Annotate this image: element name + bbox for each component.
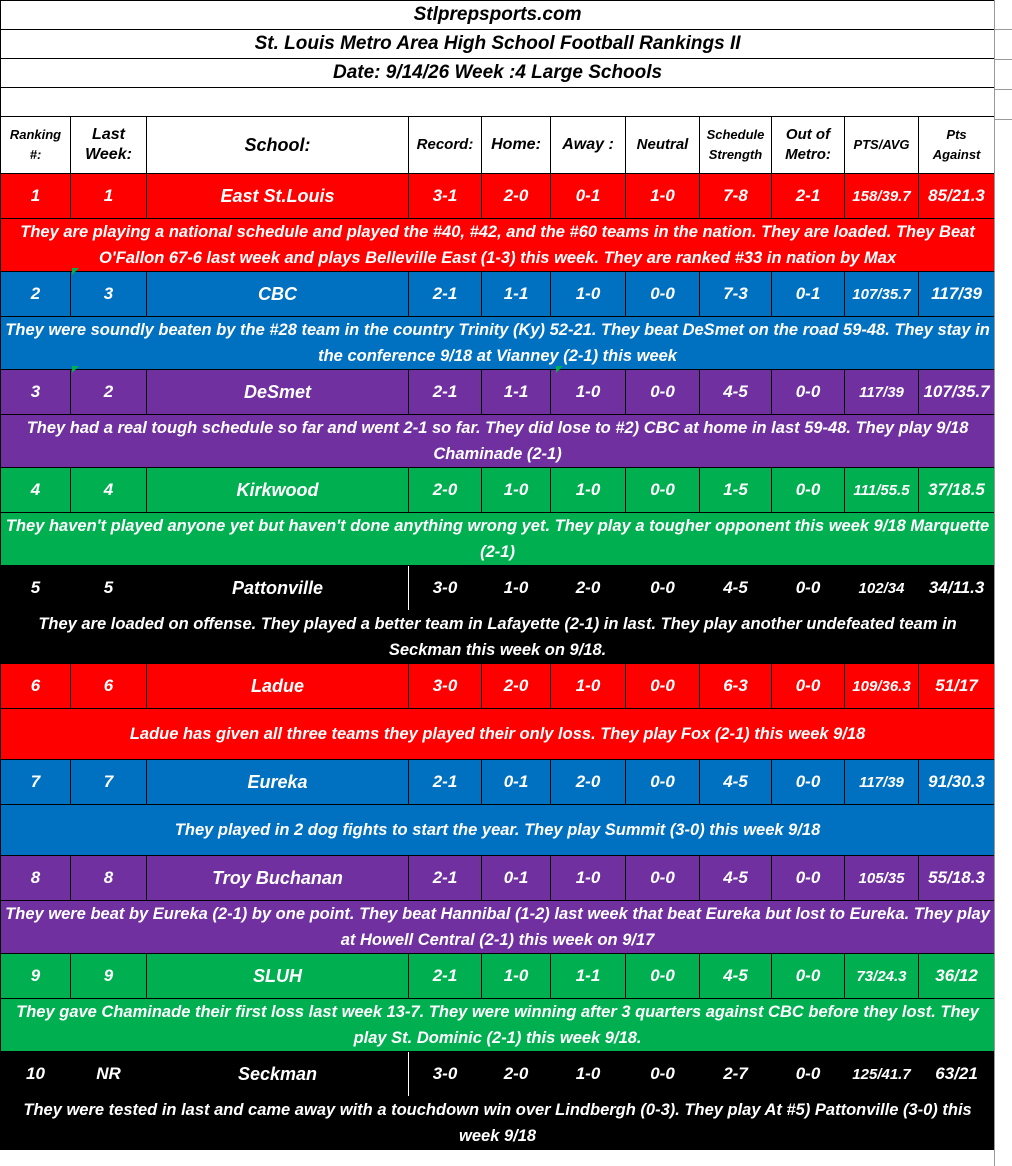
last-week-cell: 3 xyxy=(71,272,147,317)
comment-marker-icon xyxy=(556,366,563,373)
team-row xyxy=(1,856,995,901)
rankings-title: St. Louis Metro Area High School Football Rankings II xyxy=(1,30,995,59)
away-cell: 1-0 xyxy=(551,856,626,901)
rank-cell: 10 xyxy=(1,1052,71,1097)
away-cell: 1-0 xyxy=(551,370,626,415)
school-cell: Ladue xyxy=(147,664,409,709)
team-row xyxy=(1,370,995,415)
rank-cell: 5 xyxy=(1,566,71,611)
home-cell: 1-0 xyxy=(482,954,551,999)
school-cell: Troy Buchanan xyxy=(147,856,409,901)
last-week-cell: 9 xyxy=(71,954,147,999)
col-away: Away : xyxy=(551,117,626,174)
team-row xyxy=(1,174,995,219)
neutral-cell: 0-0 xyxy=(626,760,700,805)
schedule-strength-cell: 4-5 xyxy=(700,566,772,611)
date-line: Date: 9/14/26 Week :4 Large Schools xyxy=(1,59,995,88)
pts-against-cell: 107/35.7 xyxy=(919,370,995,415)
schedule-strength-cell: 1-5 xyxy=(700,468,772,513)
record-cell: 2-1 xyxy=(409,272,482,317)
pts-against-cell: 55/18.3 xyxy=(919,856,995,901)
team-note: They were beat by Eureka (2-1) by one point. They beat Hannibal (1-2) last week that beat Eureka but lost to Eureka. They play at Howell Central (2-1) this week on 9/17 xyxy=(1,901,995,954)
away-cell: 0-1 xyxy=(551,174,626,219)
out-of-metro-cell: 0-0 xyxy=(772,370,845,415)
school-cell: CBC xyxy=(147,272,409,317)
home-cell: 2-0 xyxy=(482,664,551,709)
rank-cell: 6 xyxy=(1,664,71,709)
col-last-week: Last Week: xyxy=(71,117,147,174)
col-school: School: xyxy=(147,117,409,174)
col-schedule-strength: Schedule Strength xyxy=(700,117,772,174)
team-note-row xyxy=(1,611,995,664)
pts-against-cell: 37/18.5 xyxy=(919,468,995,513)
team-note: They were soundly beaten by the #28 team in the country Trinity (Ky) 52-21. They beat DeSmet on the road 59-48. They stay in the conference 9/18 at Vianney (2-1) this week xyxy=(1,317,995,370)
pts-against-cell: 85/21.3 xyxy=(919,174,995,219)
schedule-strength-cell: 4-5 xyxy=(700,954,772,999)
col-ranking: Ranking #: xyxy=(1,117,71,174)
pts-against-cell: 91/30.3 xyxy=(919,760,995,805)
school-cell: Eureka xyxy=(147,760,409,805)
team-note-row xyxy=(1,219,995,272)
record-cell: 3-0 xyxy=(409,664,482,709)
schedule-strength-cell: 4-5 xyxy=(700,856,772,901)
pts-avg-cell: 107/35.7 xyxy=(845,272,919,317)
home-cell: 1-1 xyxy=(482,370,551,415)
team-row xyxy=(1,1052,995,1097)
blank-row xyxy=(1,88,995,117)
schedule-strength-cell: 4-5 xyxy=(700,370,772,415)
away-cell: 1-0 xyxy=(551,664,626,709)
home-cell: 2-0 xyxy=(482,1052,551,1097)
team-row xyxy=(1,760,995,805)
pts-avg-cell: 105/35 xyxy=(845,856,919,901)
last-week-cell: 8 xyxy=(71,856,147,901)
last-week-cell: 5 xyxy=(71,566,147,611)
team-note: They had a real tough schedule so far and went 2-1 so far. They did lose to #2) CBC at home in last 59-48. They play 9/18 Chaminade (2-1) xyxy=(1,415,995,468)
out-of-metro-cell: 0-0 xyxy=(772,856,845,901)
last-week-cell: 1 xyxy=(71,174,147,219)
last-week-cell: 2 xyxy=(71,370,147,415)
rank-cell: 8 xyxy=(1,856,71,901)
team-row xyxy=(1,954,995,999)
out-of-metro-cell: 0-1 xyxy=(772,272,845,317)
out-of-metro-cell: 0-0 xyxy=(772,1052,845,1097)
comment-marker-icon xyxy=(72,366,79,373)
school-cell: DeSmet xyxy=(147,370,409,415)
column-header-row xyxy=(1,117,995,174)
team-note: Ladue has given all three teams they played their only loss. They play Fox (2-1) this week 9/18 xyxy=(1,709,995,760)
home-cell: 2-0 xyxy=(482,174,551,219)
comment-marker-icon xyxy=(72,268,79,275)
team-note-row xyxy=(1,1097,995,1150)
last-week-cell: 6 xyxy=(71,664,147,709)
col-pts-against: Pts Against xyxy=(919,117,995,174)
pts-against-cell: 36/12 xyxy=(919,954,995,999)
away-cell: 1-0 xyxy=(551,468,626,513)
col-home: Home: xyxy=(482,117,551,174)
team-note-row xyxy=(1,901,995,954)
col-neutral: Neutral xyxy=(626,117,700,174)
pts-against-cell: 51/17 xyxy=(919,664,995,709)
rank-cell: 3 xyxy=(1,370,71,415)
school-cell: East St.Louis xyxy=(147,174,409,219)
out-of-metro-cell: 0-0 xyxy=(772,954,845,999)
neutral-cell: 0-0 xyxy=(626,1052,700,1097)
pts-avg-cell: 109/36.3 xyxy=(845,664,919,709)
team-row xyxy=(1,272,995,317)
away-cell: 2-0 xyxy=(551,760,626,805)
pts-against-cell: 117/39 xyxy=(919,272,995,317)
pts-avg-cell: 117/39 xyxy=(845,760,919,805)
neutral-cell: 1-0 xyxy=(626,174,700,219)
team-note-row xyxy=(1,415,995,468)
rank-cell: 2 xyxy=(1,272,71,317)
team-note-row xyxy=(1,317,995,370)
rank-cell: 1 xyxy=(1,174,71,219)
pts-avg-cell: 158/39.7 xyxy=(845,174,919,219)
home-cell: 1-0 xyxy=(482,566,551,611)
record-cell: 2-1 xyxy=(409,370,482,415)
home-cell: 1-0 xyxy=(482,468,551,513)
record-cell: 3-1 xyxy=(409,174,482,219)
team-note-row xyxy=(1,805,995,856)
rank-cell: 7 xyxy=(1,760,71,805)
away-cell: 2-0 xyxy=(551,566,626,611)
out-of-metro-cell: 2-1 xyxy=(772,174,845,219)
school-cell: Kirkwood xyxy=(147,468,409,513)
pts-avg-cell: 117/39 xyxy=(845,370,919,415)
schedule-strength-cell: 2-7 xyxy=(700,1052,772,1097)
team-note: They haven't played anyone yet but haven't done anything wrong yet. They play a tougher opponent this week 9/18 Marquette (2-1) xyxy=(1,513,995,566)
pts-avg-cell: 111/55.5 xyxy=(845,468,919,513)
team-note: They were tested in last and came away with a touchdown win over Lindbergh (0-3). They play At #5) Pattonville (3-0) this week 9/18 xyxy=(1,1097,995,1150)
next-column-strip xyxy=(994,0,1012,1166)
neutral-cell: 0-0 xyxy=(626,954,700,999)
out-of-metro-cell: 0-0 xyxy=(772,566,845,611)
out-of-metro-cell: 0-0 xyxy=(772,664,845,709)
team-note-row xyxy=(1,999,995,1052)
team-note-row xyxy=(1,709,995,760)
pts-avg-cell: 102/34 xyxy=(845,566,919,611)
team-row xyxy=(1,664,995,709)
record-cell: 2-1 xyxy=(409,954,482,999)
out-of-metro-cell: 0-0 xyxy=(772,760,845,805)
last-week-cell: 7 xyxy=(71,760,147,805)
team-row xyxy=(1,468,995,513)
schedule-strength-cell: 7-3 xyxy=(700,272,772,317)
col-pts-avg: PTS/AVG xyxy=(845,117,919,174)
record-cell: 2-0 xyxy=(409,468,482,513)
rank-cell: 4 xyxy=(1,468,71,513)
team-note-row xyxy=(1,513,995,566)
out-of-metro-cell: 0-0 xyxy=(772,468,845,513)
record-cell: 2-1 xyxy=(409,856,482,901)
schedule-strength-cell: 4-5 xyxy=(700,760,772,805)
home-cell: 1-1 xyxy=(482,272,551,317)
pts-against-cell: 34/11.3 xyxy=(919,566,995,611)
neutral-cell: 0-0 xyxy=(626,272,700,317)
pts-avg-cell: 73/24.3 xyxy=(845,954,919,999)
pts-against-cell: 63/21 xyxy=(919,1052,995,1097)
site-title: Stlprepsports.com xyxy=(1,1,995,30)
team-note: They played in 2 dog fights to start the year. They play Summit (3-0) this week 9/18 xyxy=(1,805,995,856)
team-note: They gave Chaminade their first loss last week 13-7. They were winning after 3 quarters against CBC before they lost. They play St. Dominic (2-1) this week 9/18. xyxy=(1,999,995,1052)
neutral-cell: 0-0 xyxy=(626,856,700,901)
neutral-cell: 0-0 xyxy=(626,566,700,611)
rank-cell: 9 xyxy=(1,954,71,999)
away-cell: 1-0 xyxy=(551,272,626,317)
schedule-strength-cell: 7-8 xyxy=(700,174,772,219)
team-note: They are playing a national schedule and played the #40, #42, and the #60 teams in the nation. They are loaded. They Beat O'Fallon 67-6 last week and plays Belleville East (1-3) this week. They are ranked #33 in nation by Max xyxy=(1,219,995,272)
team-row xyxy=(1,566,995,611)
away-cell: 1-1 xyxy=(551,954,626,999)
last-week-cell: NR xyxy=(71,1052,147,1097)
col-out-of-metro: Out of Metro: xyxy=(772,117,845,174)
school-cell: SLUH xyxy=(147,954,409,999)
record-cell: 3-0 xyxy=(409,1052,482,1097)
record-cell: 3-0 xyxy=(409,566,482,611)
col-record: Record: xyxy=(409,117,482,174)
neutral-cell: 0-0 xyxy=(626,370,700,415)
pts-avg-cell: 125/41.7 xyxy=(845,1052,919,1097)
home-cell: 0-1 xyxy=(482,856,551,901)
record-cell: 2-1 xyxy=(409,760,482,805)
neutral-cell: 0-0 xyxy=(626,468,700,513)
schedule-strength-cell: 6-3 xyxy=(700,664,772,709)
school-cell: Pattonville xyxy=(147,566,409,611)
last-week-cell: 4 xyxy=(71,468,147,513)
away-cell: 1-0 xyxy=(551,1052,626,1097)
home-cell: 0-1 xyxy=(482,760,551,805)
neutral-cell: 0-0 xyxy=(626,664,700,709)
team-note: They are loaded on offense. They played a better team in Lafayette (2-1) in last. They play another undefeated team in Seckman this week on 9/18. xyxy=(1,611,995,664)
school-cell: Seckman xyxy=(147,1052,409,1097)
